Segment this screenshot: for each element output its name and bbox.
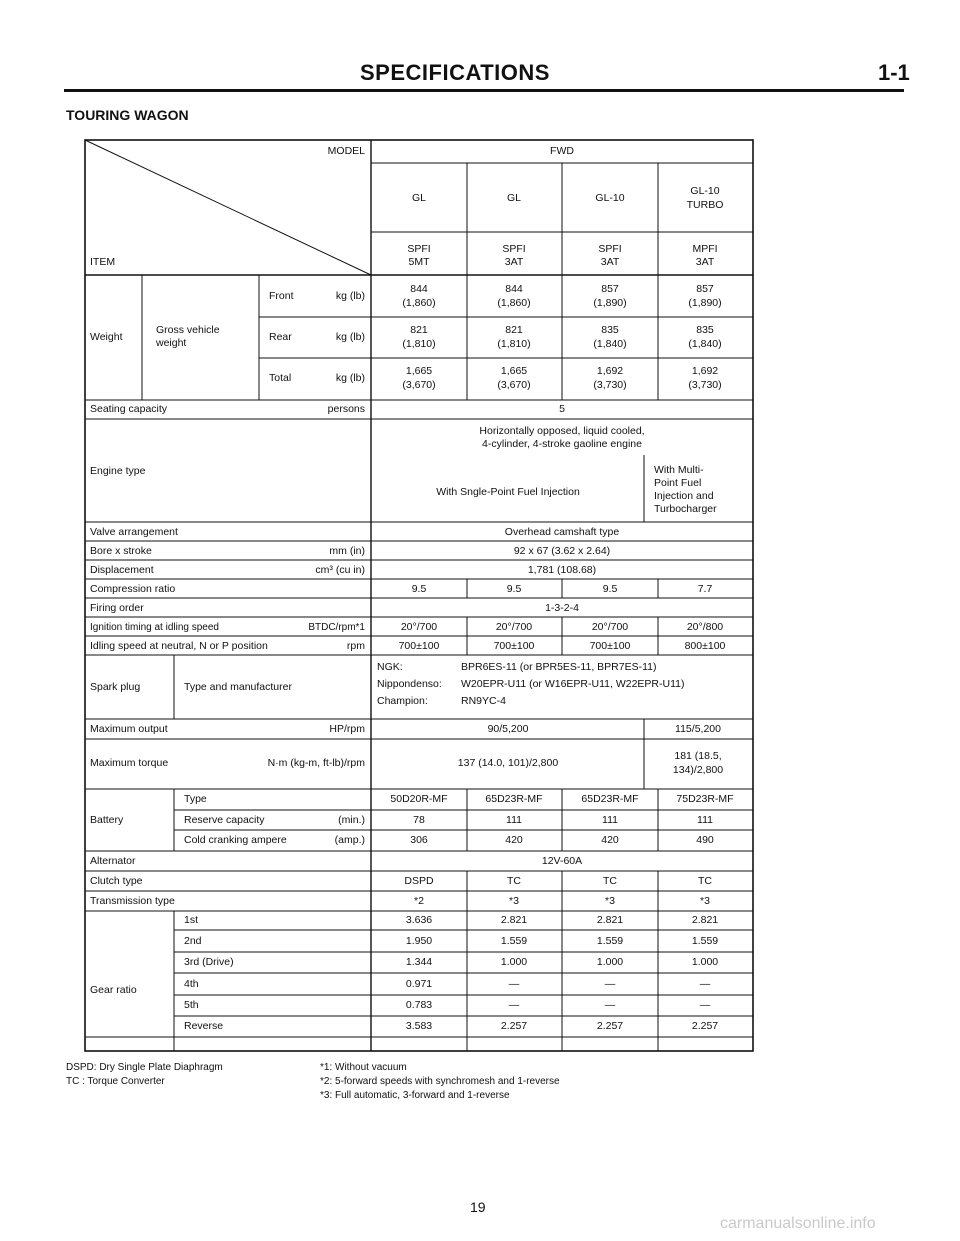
- cell-value: 700±100: [589, 640, 631, 652]
- cell-value: DSPD: [404, 875, 434, 887]
- cell-value: *3: [509, 895, 519, 907]
- cell-value: 111: [506, 814, 522, 826]
- cell-value: 20°/700: [400, 621, 438, 633]
- footnote-1: *1: Without vacuum: [320, 1062, 407, 1073]
- engine-label: Engine type: [90, 465, 146, 477]
- cell-value: 1.000: [500, 956, 528, 968]
- seating-unit: persons: [327, 403, 365, 415]
- gear-row-label: Reverse: [184, 1020, 224, 1032]
- spark-brand: NGK:: [377, 661, 403, 673]
- cell-value: (1,860): [497, 297, 531, 309]
- valve-value: Overhead camshaft type: [504, 526, 620, 538]
- cell-value: 800±100: [684, 640, 726, 652]
- cell-value: 2.257: [500, 1020, 528, 1032]
- cell-value: 306: [410, 834, 428, 846]
- model-name: GL: [506, 192, 522, 204]
- cell-value: —: [508, 978, 520, 990]
- total-label: Total: [269, 372, 292, 384]
- weight-label: Weight: [90, 331, 123, 343]
- variant-injection: SPFI: [407, 243, 431, 255]
- footnote-3: *3: Full automatic, 3-forward and 1-reverse: [320, 1090, 510, 1101]
- cell-value: 1,665: [405, 365, 433, 377]
- cell-value: 78: [413, 814, 425, 826]
- cell-value: 490: [696, 834, 714, 846]
- battery-row-label: Reserve capacity: [184, 814, 265, 826]
- cell-value: (1,840): [688, 338, 722, 350]
- alternator-label: Alternator: [90, 855, 136, 867]
- engine-spfi: With Sngle-Point Fuel Injection: [436, 486, 580, 498]
- cell-value: 111: [697, 814, 713, 826]
- displacement-value: 1,781 (108.68): [527, 564, 597, 576]
- cell-value: 2.257: [691, 1020, 719, 1032]
- footnote-dspd: DSPD: Dry Single Plate Diaphragm: [66, 1062, 223, 1073]
- idling-unit: rpm: [346, 640, 365, 652]
- battery-label: Battery: [90, 814, 124, 826]
- bore-value: 92 x 67 (3.62 x 2.64): [513, 545, 611, 557]
- cell-value: —: [604, 999, 616, 1011]
- cell-value: 9.5: [411, 583, 427, 595]
- max-torque-turbo: 134)/2,800: [672, 764, 724, 776]
- bore-unit: mm (in): [329, 545, 365, 557]
- max-torque-label: Maximum torque: [90, 757, 169, 769]
- cell-value: 844: [505, 283, 523, 295]
- cell-value: —: [699, 978, 711, 990]
- battery-row-unit: (amp.): [334, 834, 365, 846]
- cell-value: (3,670): [402, 379, 436, 391]
- gear-row-label: 5th: [184, 999, 199, 1011]
- cell-value: 9.5: [506, 583, 522, 595]
- cell-value: 111: [602, 814, 618, 826]
- ignition-unit: BTDC/rpm*1: [308, 622, 365, 633]
- idling-label: Idling speed at neutral, N or P position: [90, 640, 268, 652]
- item-label: ITEM: [90, 256, 116, 268]
- section-number: 1-1: [878, 60, 910, 85]
- cell-value: 20°/700: [591, 621, 629, 633]
- cell-value: 1,665: [500, 365, 528, 377]
- cell-value: 65D23R-MF: [485, 793, 543, 805]
- alternator-value: 12V-60A: [541, 855, 583, 867]
- page-title: SPECIFICATIONS: [360, 60, 550, 85]
- spark-type: RN9YC-4: [461, 695, 506, 707]
- cell-value: —: [508, 999, 520, 1011]
- cell-value: 1.000: [691, 956, 719, 968]
- gross-weight-label: Gross vehicle: [156, 324, 220, 336]
- cell-value: 835: [696, 324, 714, 336]
- cell-value: 65D23R-MF: [581, 793, 639, 805]
- seating-value: 5: [559, 403, 565, 415]
- firing-value: 1-3-2-4: [545, 602, 579, 614]
- cell-value: (1,840): [593, 338, 627, 350]
- cell-value: 1.559: [596, 935, 624, 947]
- valve-label: Valve arrangement: [90, 526, 178, 538]
- model-label: MODEL: [327, 145, 365, 157]
- cell-value: 7.7: [697, 583, 713, 595]
- cell-value: 1.344: [405, 956, 433, 968]
- unit-label: kg (lb): [335, 372, 365, 384]
- cell-value: 821: [410, 324, 428, 336]
- compression-label: Compression ratio: [90, 583, 176, 595]
- cell-value: (3,730): [593, 379, 627, 391]
- front-label: Front: [269, 290, 294, 302]
- battery-row-label: Cold cranking ampere: [184, 834, 287, 846]
- page-number: 19: [470, 1199, 486, 1215]
- clutch-label: Clutch type: [90, 875, 143, 887]
- unit-label: kg (lb): [335, 290, 365, 302]
- cell-value: TC: [507, 875, 521, 887]
- gear-ratio-label: Gear ratio: [90, 984, 137, 996]
- cell-value: 50D20R-MF: [390, 793, 448, 805]
- engine-desc: 4-cylinder, 4-stroke gaoline engine: [482, 438, 642, 450]
- cell-value: 1.950: [405, 935, 433, 947]
- spark-label: Spark plug: [90, 681, 141, 693]
- cell-value: (1,810): [497, 338, 531, 350]
- max-output-label: Maximum output: [90, 723, 168, 735]
- cell-value: (1,890): [688, 297, 722, 309]
- spark-sub-label: Type and manufacturer: [184, 681, 292, 693]
- cell-value: 1.559: [691, 935, 719, 947]
- spark-type: W20EPR-U11 (or W16EPR-U11, W22EPR-U11): [461, 678, 685, 690]
- aux-region: [84, 1037, 754, 1053]
- spark-type: BPR6ES-11 (or BPR5ES-11, BPR7ES-11): [461, 661, 657, 673]
- cell-value: *3: [700, 895, 710, 907]
- spark-brand: Nippondenso:: [377, 678, 442, 690]
- model-name: GL-10: [595, 192, 625, 204]
- battery-row-label: Type: [184, 793, 207, 805]
- cell-value: TC: [603, 875, 617, 887]
- cell-value: 3.583: [405, 1020, 433, 1032]
- cell-value: —: [699, 999, 711, 1011]
- header-rule: [64, 89, 904, 92]
- gear-row-label: 1st: [184, 914, 199, 926]
- variant-injection: MPFI: [692, 243, 718, 255]
- ignition-label: Ignition timing at idling speed: [90, 622, 219, 633]
- cell-value: 1.000: [596, 956, 624, 968]
- cell-value: TC: [698, 875, 712, 887]
- cell-value: 700±100: [493, 640, 535, 652]
- cell-value: (1,890): [593, 297, 627, 309]
- bore-label: Bore x stroke: [90, 545, 152, 557]
- cell-value: 1.559: [500, 935, 528, 947]
- cell-value: 857: [696, 283, 714, 295]
- max-torque-value: 137 (14.0, 101)/2,800: [457, 757, 559, 769]
- cell-value: 2.821: [596, 914, 624, 926]
- section-title: TOURING WAGON: [66, 107, 189, 123]
- cell-value: 0.971: [405, 978, 433, 990]
- cell-value: 420: [505, 834, 523, 846]
- cell-value: 821: [505, 324, 523, 336]
- seating-label: Seating capacity: [90, 403, 168, 415]
- cell-value: 9.5: [602, 583, 618, 595]
- cell-value: 857: [601, 283, 619, 295]
- cell-value: —: [604, 978, 616, 990]
- variant-injection: SPFI: [502, 243, 526, 255]
- max-output-unit: HP/rpm: [329, 723, 365, 735]
- variant-trans: 3AT: [600, 256, 620, 268]
- gross-weight-label: weight: [156, 337, 187, 349]
- footnote-2: *2: 5-forward speeds with synchromesh and 1-reverse: [320, 1076, 560, 1087]
- max-output-value: 90/5,200: [487, 723, 529, 735]
- model-name: GL: [411, 192, 427, 204]
- variant-trans: 3AT: [695, 256, 715, 268]
- cell-value: (3,730): [688, 379, 722, 391]
- cell-value: 20°/800: [686, 621, 724, 633]
- cell-value: 2.821: [691, 914, 719, 926]
- cell-value: *3: [605, 895, 615, 907]
- engine-mpfi: With Multi-: [654, 464, 704, 476]
- variant-injection: SPFI: [598, 243, 622, 255]
- max-torque-unit: N·m (kg-m, ft-lb)/rpm: [267, 757, 365, 769]
- battery-row-unit: (min.): [338, 814, 365, 826]
- cell-value: 835: [601, 324, 619, 336]
- engine-mpfi: Turbocharger: [654, 503, 717, 515]
- cell-value: 75D23R-MF: [676, 793, 734, 805]
- transmission-label: Transmission type: [90, 895, 175, 907]
- max-output-turbo: 115/5,200: [675, 723, 721, 735]
- variant-trans: 5MT: [408, 256, 430, 268]
- cell-value: 3.636: [405, 914, 433, 926]
- gear-row-label: 4th: [184, 978, 199, 990]
- displacement-label: Displacement: [90, 564, 154, 576]
- cell-value: 420: [601, 834, 619, 846]
- fwd-label: FWD: [550, 145, 574, 157]
- gear-row-label: 3rd (Drive): [184, 956, 234, 968]
- unit-label: kg (lb): [335, 331, 365, 343]
- variant-trans: 3AT: [504, 256, 524, 268]
- gear-row-label: 2nd: [184, 935, 202, 947]
- engine-desc: Horizontally opposed, liquid cooled,: [479, 425, 645, 437]
- max-torque-turbo: 181 (18.5,: [674, 750, 722, 762]
- watermark: carmanualsonline.info: [720, 1215, 876, 1232]
- cell-value: 1,692: [596, 365, 624, 377]
- cell-value: 844: [410, 283, 428, 295]
- displacement-unit: cm³ (cu in): [315, 564, 365, 576]
- model-name: GL-10: [690, 185, 720, 197]
- cell-value: *2: [414, 895, 424, 907]
- cell-value: (1,810): [402, 338, 436, 350]
- firing-label: Firing order: [90, 602, 144, 614]
- cell-value: 2.257: [596, 1020, 624, 1032]
- engine-mpfi: Point Fuel: [654, 477, 702, 489]
- cell-value: (1,860): [402, 297, 436, 309]
- specifications-table: [84, 139, 754, 1053]
- cell-value: 1,692: [691, 365, 719, 377]
- rear-label: Rear: [269, 331, 292, 343]
- cell-value: 20°/700: [495, 621, 533, 633]
- cell-value: (3,670): [497, 379, 531, 391]
- cell-value: 700±100: [398, 640, 440, 652]
- engine-mpfi: Injection and: [654, 490, 714, 502]
- spark-brand: Champion:: [377, 695, 428, 707]
- cell-value: 0.783: [405, 999, 433, 1011]
- footnote-tc: TC : Torque Converter: [66, 1076, 165, 1087]
- cell-value: 2.821: [500, 914, 528, 926]
- model-name: TURBO: [686, 199, 724, 211]
